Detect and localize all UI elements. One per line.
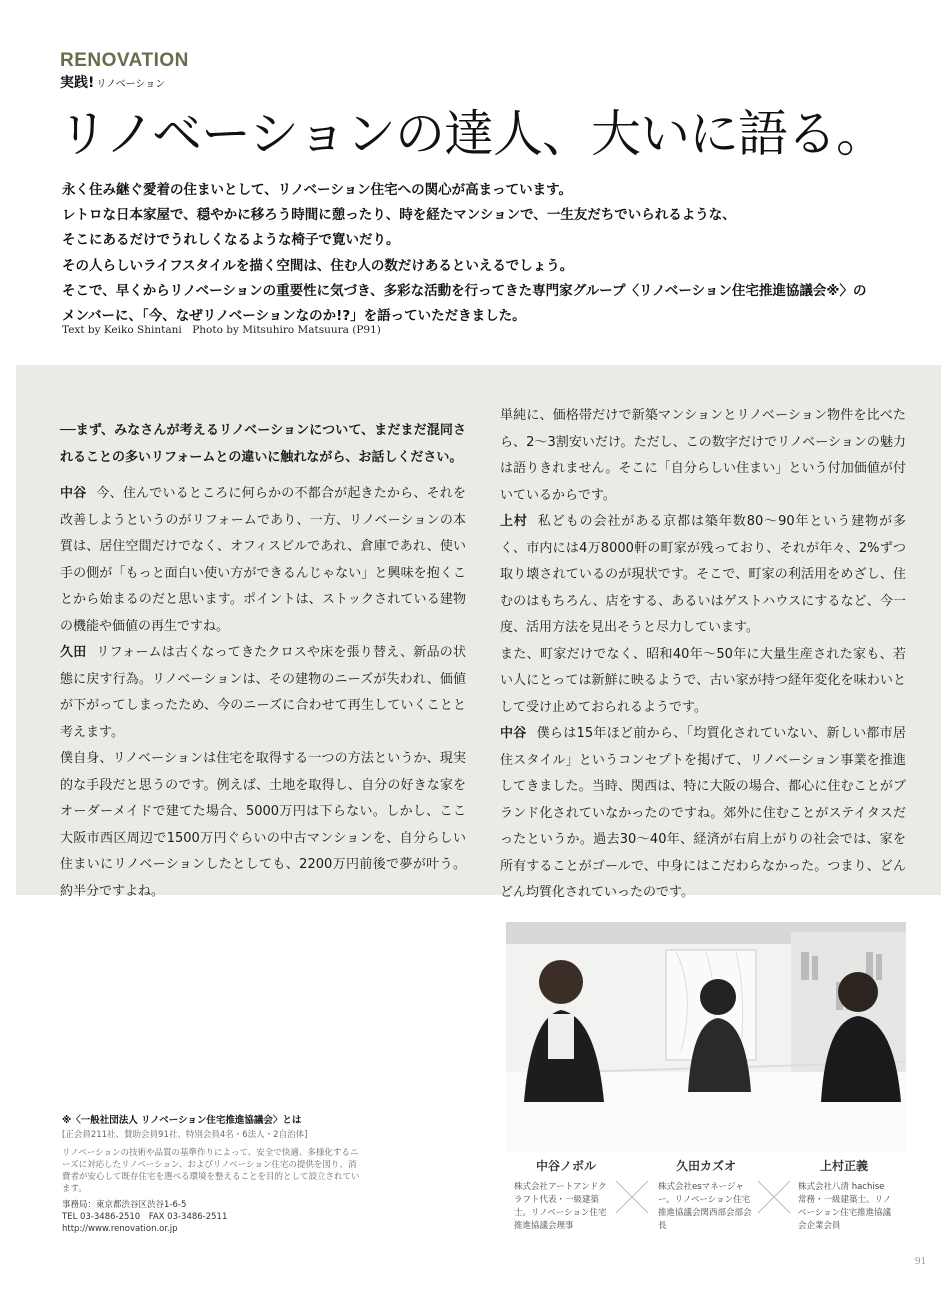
note-title: ※〈一般社団法人 リノベーション住宅推進協議会〉とは <box>62 1115 302 1126</box>
credit-line: Text by Keiko Shintani Photo by Mitsuhiro Matsuura (P91) <box>62 324 381 336</box>
note-tel: TEL 03-3486-2510 FAX 03-3486-2511 <box>62 1212 228 1222</box>
note-office: 事務局：東京都渋谷区渋谷1-6-5 <box>62 1200 187 1210</box>
paragraph <box>60 640 466 746</box>
paragraph-text: リフォームは古くなってきたクロスや床を張り替え、新品の状態に戻す行為。リノベーションは、その建物のニーズが失われ、価値が下がってしまったため、今のニーズに合わせて再生していくことと考えます。 <box>60 645 466 740</box>
speaker-label: 久田 <box>60 645 87 660</box>
association-note <box>62 1115 362 1235</box>
group-photo <box>506 922 906 1152</box>
note-body: リノベーションの技術や品質の基準作りによって、安全で快適、多様化するニーズに対応したリノベーション、およびリノベーション住宅の提供を図り、消費者が安心して既存住宅を選べる環境を整えることを目的として設立されています。 <box>62 1148 360 1194</box>
lead-line: そこにあるだけでうれしくなるような椅子で寛いだり。 <box>62 232 400 249</box>
paragraph-text: 単純に、価格帯だけで新築マンションとリノベーション物件を比べたら、2～3割安いだけ。ただし、この数字だけでリノベーションの魅力は語りきれません。そこに「自分らしい住まい」という付加価値が付いているからです。 <box>500 408 906 503</box>
speaker-label: 中谷 <box>500 726 527 741</box>
lead-line: メンバーに、「今、なぜリノベーションなのか!?」を語っていただきました。 <box>62 308 526 325</box>
interview-question: ──まず、みなさんが考えるリノベーションについて、まだまだ混同されることの多いリフォームとの違いに触れながら、お話しください。 <box>60 423 466 465</box>
interview-column-right <box>500 403 906 907</box>
page-title: リノベーションの達人、大いに語る。 <box>58 105 885 163</box>
lead-paragraph <box>62 178 902 329</box>
interview-column-left <box>60 418 466 905</box>
participant-role: 株式会社esマネージャー。リノベーション住宅推進協議会関西部会部会長 <box>658 1182 752 1231</box>
participant-name: 久田カズオ <box>675 1159 736 1173</box>
participant-names <box>506 1157 906 1247</box>
paragraph <box>500 403 906 509</box>
paragraph <box>500 642 906 722</box>
paragraph <box>500 721 906 907</box>
paragraph <box>60 481 466 640</box>
cross-divider-icon <box>614 1179 650 1215</box>
kicker-japanese <box>60 72 165 92</box>
paragraph-text: 今、住んでいるところに何らかの不都合が起きたから、それを改善しようというのがリフォームであり、一方、リノベーションの本質は、居住空間だけでなく、オフィスビルであれ、倉庫であれ、使い手の側が「もっと面白い使い方ができるんじゃない」と興味を抱くことから始まるのだと思います。ポイントは、ストックされている建物の機能や価値の再生ですね。 <box>60 486 466 634</box>
paragraph <box>60 746 466 905</box>
paragraph-text: 僕らは15年ほど前から、「均質化されていない、新しい都市居住スタイル」というコンセプトを掲げて、リノベーション事業を推進してきました。当時、関西は、特に大阪の場合、都心に住むことがブランド化されていなかったのですね。郊外に住むことがステイタスだったというか。過去30～40年、経済が右肩上がりの社会では、家を所有することがゴールで、中身にはこだわらなかった。つまり、どんどん均質化されていったのです。 <box>500 726 906 900</box>
paragraph-text: 私どもの会社がある京都は築年数80～90年という建物が多く、市内には4万8000軒の町家が残っており、それが年々、2%ずつ取り壊されているのが現状です。そこで、町家の利活用をめざし、住むのはもちろん、店をする、あるいはゲストハウスにするなど、今一度、活用方法を見出そうと尽力しています。 <box>500 514 906 635</box>
lead-line: レトロな日本家屋で、穏やかに移ろう時間に憩ったり、時を経たマンションで、一生友だちでいられるような、 <box>62 207 736 224</box>
kicker-jp-main: 実践! <box>60 75 95 91</box>
speaker-label: 中谷 <box>60 486 87 501</box>
paragraph-text: 僕自身、リノベーションは住宅を取得する一つの方法というか、現実的な手段だと思うのです。例えば、土地を取得し、自分の好きな家をオーダーメイドで建てた場合、5000万円は下らない。しかし、ここ大阪市西区周辺で1500万円ぐらいの中古マンションを、自分らしい住まいにリノベーションしたとしても、2200万円前後で夢が叶う。約半分ですよね。 <box>60 751 466 899</box>
participant-name: 上村正義 <box>819 1159 868 1173</box>
paragraph <box>500 509 906 642</box>
lead-line: 永く住み継ぐ愛着の住まいとして、リノベーション住宅への関心が高まっています。 <box>62 182 573 198</box>
kicker-jp-sub: リノベーション <box>96 79 166 90</box>
cross-divider-icon <box>756 1179 792 1215</box>
note-url[interactable]: http://www.renovation.or.jp <box>62 1224 178 1234</box>
photo-illustration <box>506 922 906 1152</box>
lead-line: そこで、早くからリノベーションの重要性に気づき、多彩な活動を行ってきた専門家グループ〈リノベーション住宅推進協議会※〉の <box>62 282 867 299</box>
participant-role: 株式会社アートアンドクラフト代表・一級建築士。リノベーション住宅推進協議会理事 <box>514 1182 607 1231</box>
page-number: 91 <box>915 1255 926 1267</box>
kicker-english: RENOVATION <box>60 50 189 71</box>
note-members: [正会員211社、賛助会員91社、特別会員4名・6法人・2自治体] <box>62 1130 308 1140</box>
paragraph-text: また、町家だけでなく、昭和40年～50年に大量生産された家も、若い人にとっては新鮮に映るようで、古い家が持つ経年変化を味わいとして受け止めておられるようです。 <box>500 646 906 715</box>
participant-name: 中谷ノボル <box>535 1159 596 1173</box>
lead-line: その人らしいライフスタイルを描く空間は、住む人の数だけあるといえるでしょう。 <box>62 257 574 274</box>
speaker-label: 上村 <box>500 514 528 529</box>
participant-role: 株式会社八清 hachise 常務・一級建築士。リノベーション住宅推進協議会企業会員 <box>798 1182 892 1231</box>
